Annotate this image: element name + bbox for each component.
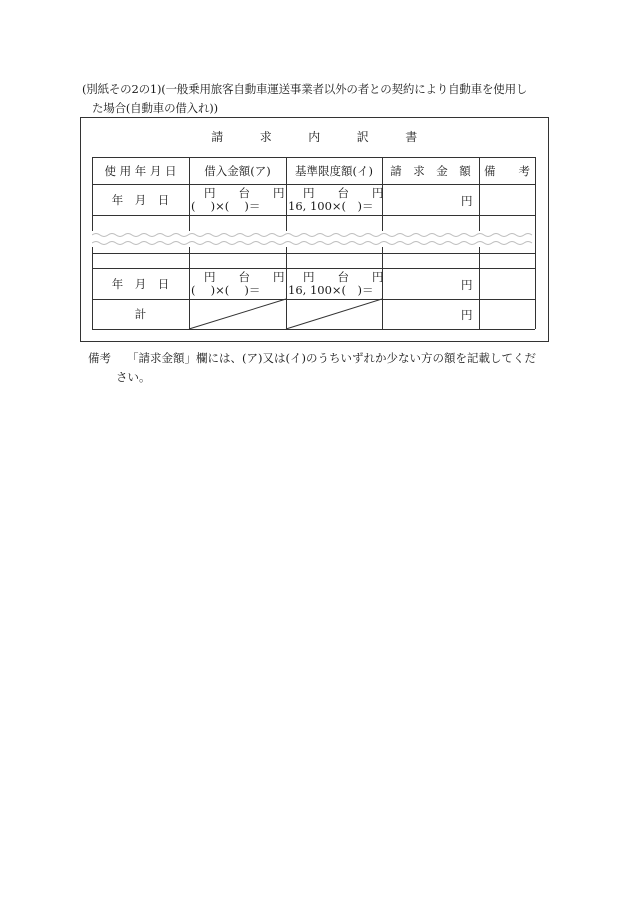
- table-rule: [92, 215, 535, 216]
- title-char: 請: [211, 130, 224, 144]
- row2-borrow-formula: ( )×( )＝: [191, 283, 261, 297]
- row1-limit-units: 円 台 円: [303, 186, 384, 200]
- title-char: 訳: [356, 130, 370, 144]
- row2-date: 年 月 日: [111, 276, 170, 291]
- header-claim-amount: 請 求 金 額: [390, 163, 471, 178]
- title-char: 書: [405, 130, 418, 144]
- total-label: 計: [134, 307, 147, 321]
- title-char: 求: [259, 130, 273, 144]
- document-heading: [82, 80, 552, 118]
- title-char: 内: [308, 130, 321, 144]
- row2-limit-formula: 16, 100×( )＝: [288, 283, 374, 297]
- total-borrow-diagonal: [189, 299, 286, 329]
- total-limit-diagonal: [286, 299, 382, 329]
- remarks-note: [88, 349, 558, 387]
- row1-borrow-formula: ( )×( )＝: [191, 199, 261, 213]
- row2-claim-yen: 円: [461, 278, 473, 292]
- header-standard-limit: 基準限度額(イ): [295, 163, 373, 178]
- header-remarks: 備 考: [484, 163, 530, 178]
- note-label: 備考: [88, 351, 111, 365]
- row1-borrow-units: 円 台 円: [204, 186, 285, 200]
- note-line-1: 「請求金額」欄には、(ア)又は(イ)のうちいずれか少ない方の額を記載してくだ: [127, 351, 536, 365]
- table-rule: [92, 329, 535, 330]
- omission-wave-break: [92, 225, 535, 255]
- total-claim-yen: 円: [461, 308, 473, 322]
- heading-line-1: (別紙その2の1)(一般乗用旅客自動車運送事業者以外の者との契約により自動車を使用し: [82, 82, 528, 96]
- heading-line-2: た場合(自動車の借入れ)): [92, 101, 218, 115]
- row2-borrow-units: 円 台 円: [204, 270, 285, 284]
- table-rule: [535, 157, 536, 329]
- form-title: [80, 128, 549, 145]
- row1-claim-yen: 円: [461, 194, 473, 208]
- header-borrow-amount: 借入金額(ア): [204, 163, 271, 178]
- row1-date: 年 月 日: [111, 192, 170, 207]
- row1-limit-formula: 16, 100×( )＝: [288, 199, 374, 213]
- note-line-2: さい。: [116, 370, 151, 384]
- header-date: 使 用 年 月 日: [104, 163, 177, 178]
- row2-limit-units: 円 台 円: [303, 270, 384, 284]
